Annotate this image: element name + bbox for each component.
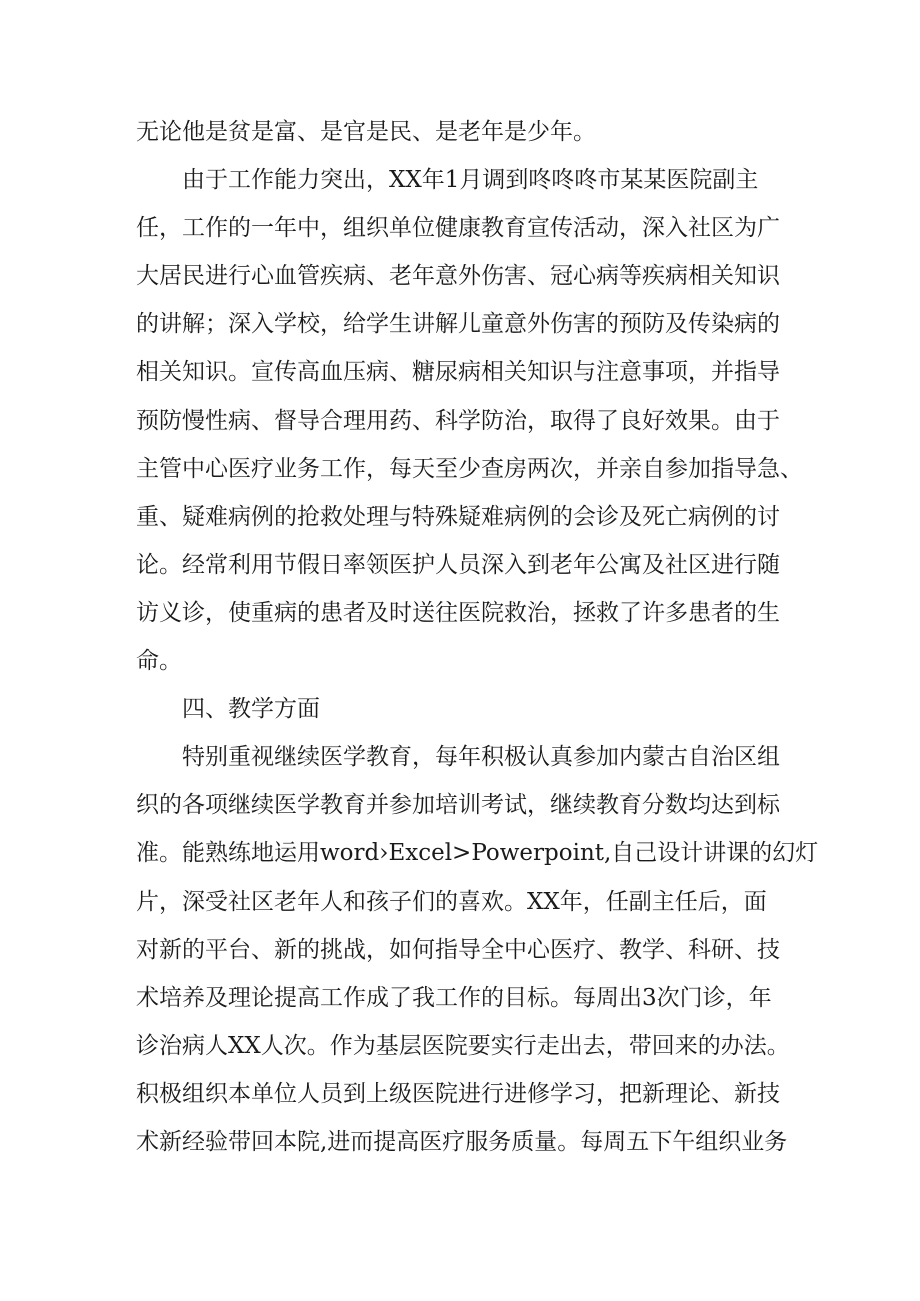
text-line: 的讲解；深入学校，给学生讲解儿童意外伤害的预防及传染病的: [136, 311, 780, 338]
text-line: 无论他是贫是富、是官是民、是老年是少年。: [136, 119, 596, 145]
text-line: 大居民进行心血管疾病、老年意外伤害、冠心病等疾病相关知识: [136, 263, 780, 290]
text-line: 相关知识。宣传高血压病、糖尿病相关知识与注意事项，并指导: [136, 359, 780, 386]
text-line: 术新经验带回本院,进而提高医疗服务质量。每周五下午组织业务: [136, 1128, 788, 1155]
text-line: 织的各项继续医学教育并参加培训考试，继续教育分数均达到标: [136, 792, 780, 819]
text-line: 对新的平台、新的挑战，如何指导全中心医疗、教学、科研、技: [136, 936, 780, 963]
text-line: 诊治病人XX人次。作为基层医院要实行走出去，带回来的办法。: [136, 1032, 790, 1059]
text-line: 命。: [136, 648, 182, 675]
text-line: 访义诊，使重病的患者及时送往医院救治，拯救了许多患者的生: [136, 599, 780, 626]
text-line: 术培养及理论提高工作成了我工作的目标。每周出3次门诊，年: [136, 984, 772, 1011]
text-line: 任，工作的一年中，组织单位健康教育宣传活动，深入社区为广: [136, 215, 780, 242]
text-line: 主管中心医疗业务工作，每天至少查房两次，并亲自参加指导急、: [136, 455, 803, 482]
section-heading: 四、教学方面: [182, 696, 320, 723]
text-line: 重、疑难病例的抢救处理与特殊疑难病例的会诊及死亡病例的讨: [136, 503, 780, 530]
paragraph-start-line: 由于工作能力突出，XX年1月调到咚咚咚市某某医院副主: [182, 167, 759, 194]
text-line: 准。能熟练地运用word›Excel>Powerpoint,自己设计讲课的幻灯: [136, 840, 819, 867]
text-line: 预防慢性病、督导合理用药、科学防治，取得了良好效果。由于: [136, 407, 780, 434]
text-line: 积极组织本单位人员到上级医院进行进修学习，把新理论、新技: [136, 1080, 780, 1107]
document-body: [136, 108, 819, 1166]
paragraph-start-line: 特别重视继续医学教育，每年积极认真参加内蒙古自治区组: [182, 744, 780, 771]
text-line: 论。经常利用节假日率领医护人员深入到老年公寓及社区进行随: [136, 551, 780, 578]
text-line: 片，深受社区老年人和孩子们的喜欢。XX年，任副主任后，面: [136, 888, 767, 915]
